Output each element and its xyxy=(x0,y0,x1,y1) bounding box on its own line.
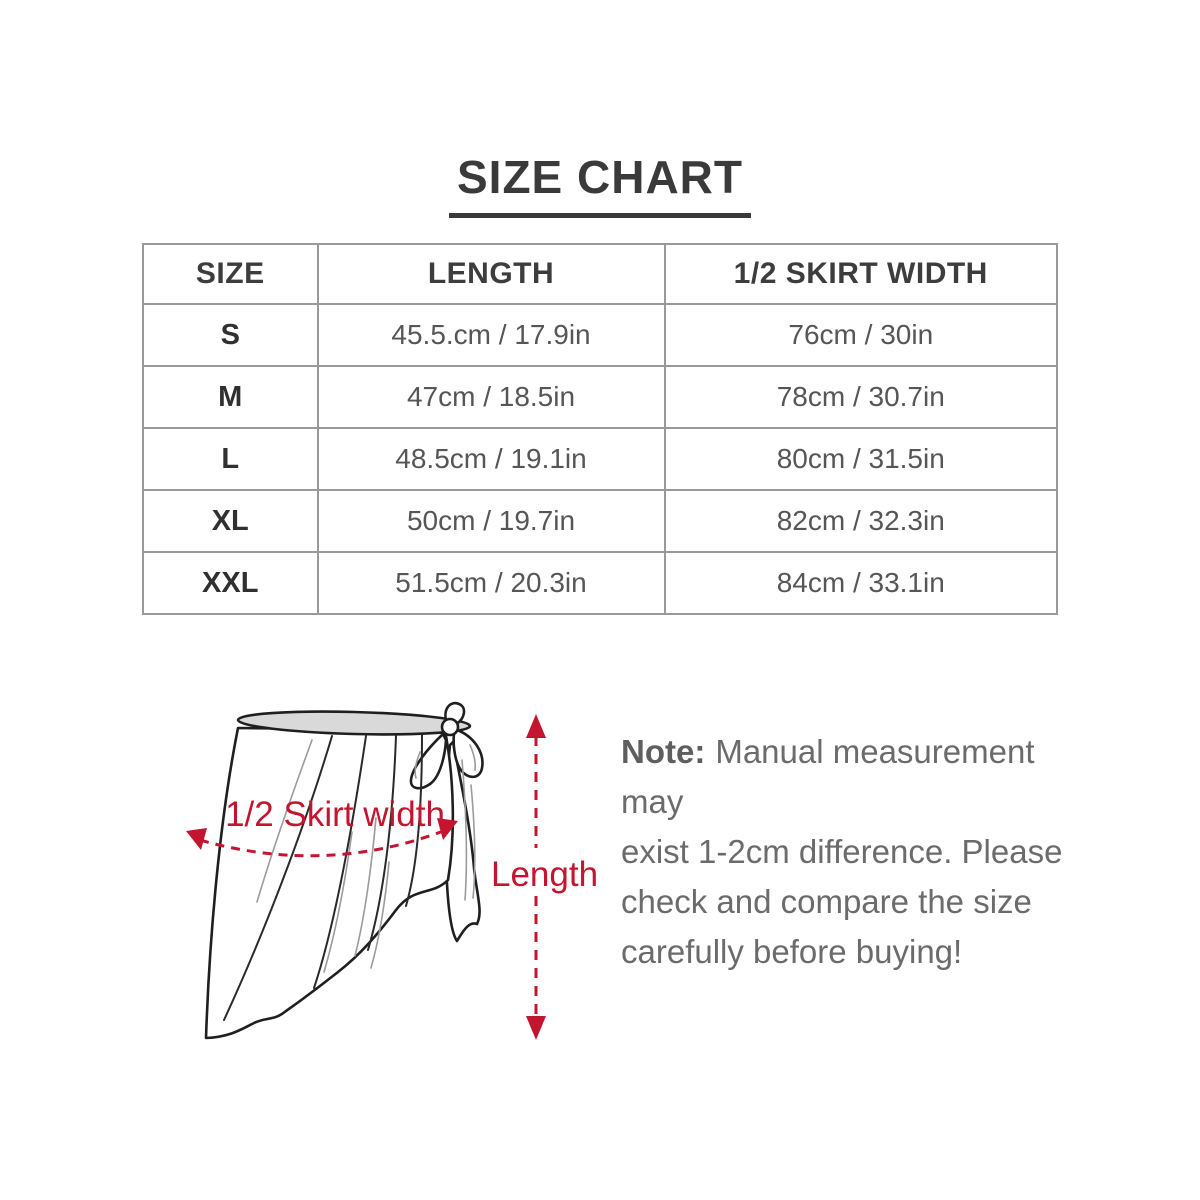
table-row-xxl xyxy=(143,552,1057,614)
width-cell: 78cm / 30.7in xyxy=(665,366,1057,428)
note-line: carefully before buying! xyxy=(621,933,963,970)
length-cell: 50cm / 19.7in xyxy=(318,490,665,552)
note-text-line: Manual measurement may xyxy=(621,733,1035,820)
note-line: exist 1-2cm difference. Please xyxy=(621,833,1063,870)
length-cell: 51.5cm / 20.3in xyxy=(318,552,665,614)
table-row-l xyxy=(143,428,1057,490)
page-title-text: SIZE CHART xyxy=(449,150,751,218)
size-table xyxy=(142,243,1058,615)
length-label: Length xyxy=(491,855,599,894)
size-cell: S xyxy=(143,304,318,366)
width-cell: 80cm / 31.5in xyxy=(665,428,1057,490)
size-cell: XL xyxy=(143,490,318,552)
width-cell: 76cm / 30in xyxy=(665,304,1057,366)
note-line xyxy=(621,727,1096,827)
size-cell: L xyxy=(143,428,318,490)
note xyxy=(621,727,1096,977)
page-title xyxy=(0,150,1200,218)
table-row-m xyxy=(143,366,1057,428)
skirt-illustration xyxy=(206,703,482,1038)
arrowhead-up-icon xyxy=(526,714,546,738)
header-half-skirt-width: 1/2 SKIRT WIDTH xyxy=(665,244,1057,304)
table-row-s xyxy=(143,304,1057,366)
header-length: LENGTH xyxy=(318,244,665,304)
size-table-header-row xyxy=(143,244,1057,304)
arrowhead-left-icon xyxy=(186,828,207,850)
half-width-label: 1/2 Skirt width xyxy=(225,795,445,834)
length-cell: 45.5.cm / 17.9in xyxy=(318,304,665,366)
skirt-diagram xyxy=(160,690,630,1090)
bow-knot xyxy=(442,719,458,735)
width-cell: 84cm / 33.1in xyxy=(665,552,1057,614)
header-size: SIZE xyxy=(143,244,318,304)
size-cell: M xyxy=(143,366,318,428)
length-cell: 48.5cm / 19.1in xyxy=(318,428,665,490)
table-row-xl xyxy=(143,490,1057,552)
width-cell: 82cm / 32.3in xyxy=(665,490,1057,552)
size-cell: XXL xyxy=(143,552,318,614)
note-line: check and compare the size xyxy=(621,883,1032,920)
arrowhead-down-icon xyxy=(526,1016,546,1040)
note-label: Note: xyxy=(621,733,706,770)
length-cell: 47cm / 18.5in xyxy=(318,366,665,428)
